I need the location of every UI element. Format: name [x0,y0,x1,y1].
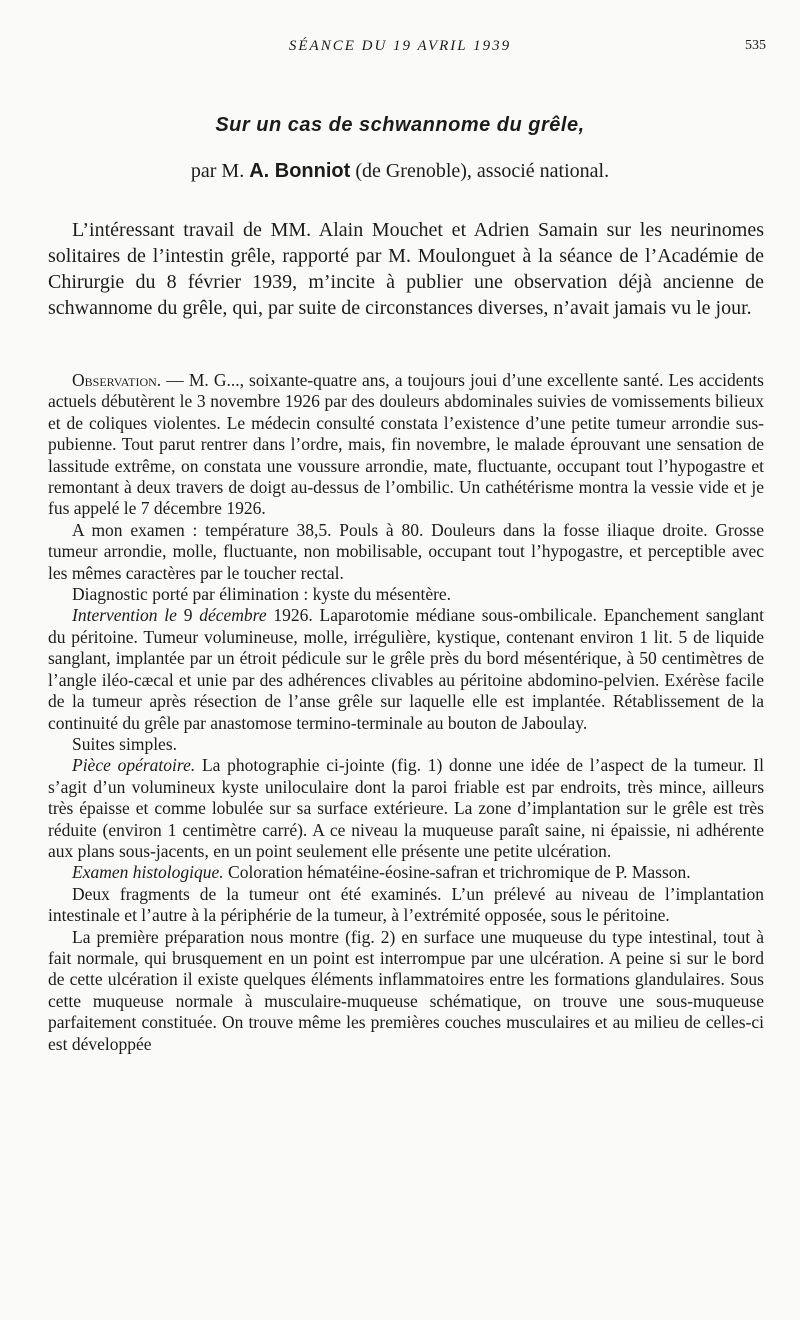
byline-prefix: par M. [190,160,245,182]
histology-paragraph [48,862,764,883]
byline-suffix: (de Grenoble), associé national. [355,160,610,182]
author-name: A. Bonniot [249,160,351,182]
piece-text: La photographie ci-jointe (fig. 1) donne une idée de l’aspect de la tumeur. Il s’agit d’un volumineux kyste uniloculaire dont la paroi friable est par endroits, très mince, ailleurs très épaisse et comme lobulée sur sa surface extérieure. La zone d’implantation sur le grêle est très réduite (environ 1 centimètre carré). A ce niveau la muqueuse paraît saine, ni épaissie, ni adhérente aux plans sous-jacents, en un point seulement elle présente une petite ulcération. [48,755,764,861]
article-body [48,370,764,1055]
byline [0,160,800,183]
observation-label: Observation. [72,370,162,390]
fragments-paragraph: Deux fragments de la tumeur ont été examinés. L’un prélevé au niveau de l’implantation intestinale et l’autre à la périphérie de la tumeur, à l’extrémité opposée, sous le péritoine. [48,883,764,926]
histology-text: Coloration hématéine-éosine-safran et trichromique de P. Masson. [223,862,691,883]
article-title: Sur un cas de schwannome du grêle, [215,114,585,136]
suites-paragraph: Suites simples. [72,733,178,754]
intervention-label: Intervention le [72,605,177,626]
histology-label: Examen histologique. [72,862,224,883]
piece-label: Pièce opératoire. [72,755,196,776]
intro-paragraph: L’intéressant travail de MM. Alain Mouchet et Adrien Samain sur les neurinomes solitaires de l’intestin grêle, rapporté par M. Moulonguet à la séance de l’Académie de Chirurgie du 8 février 1939, m’incite à publier une observation déjà ancienne de schwannome du grêle, qui, par suite de circonstances diverses, n’avait jamais vu le jour. [48,219,764,319]
diagnosis-paragraph: Diagnostic porté par élimination : kyste du mésentère. [72,584,452,605]
observation-paragraph [48,370,764,520]
observation-text: — M. G..., soixante-quatre ans, a toujours joui d’une excellente santé. Les accidents actuels débutèrent le 3 novembre 1926 par des douleurs abdominales suivies de vomissements bilieux et de coliques violentes. Le médecin consulté constata l’existence d’une petite tumeur arrondie sus-pubienne. Tout parut rentrer dans l’ordre, mais, fin novembre, le malade éprouvant une sensation de lassitude extrême, on constata une voussure arrondie, mate, fluctuante, occupant tout l’hypogastre et remontant à deux travers de doigt au-dessus de l’ombilic. Un cathétérisme montra la vessie vide et je fus appelé le 7 décembre 1926. [48,370,764,519]
piece-paragraph [48,755,764,862]
intervention-day: 9 [176,605,200,626]
page-number: 535 [745,38,766,53]
intervention-text: 1926. Laparotomie médiane sous-ombilicale. Epanchement sanglant du péritoine. Tumeur volumineuse, molle, irrégulière, kystique, contenant environ 1 lit. 5 de liquide sanglant, implantée par un étroit pédicule sur le grêle près du bord mésentérique, à 50 centimètres de l’angle iléo-cæcal et unie par des adhérences clivables au péritoine abdomino-pelvien. Exérèse facile de la tumeur après résection de l’anse grêle sur laquelle elle est implantée. Rétablissement de la continuité du grêle par anastomose termino-terminale au bouton de Jaboulay. [48,605,765,733]
first-prep-paragraph: La première préparation nous montre (fig. 2) en surface une muqueuse du type intestinal, tout à fait normale, qui brusquement en un point est interrompue par une ulcération. A peine si sur le bord de cette ulcération il existe quelques éléments inflammatoires entre les formations glandulaires. Sous cette muqueuse normale à musculaire-muqueuse schématique, on trouve une sous-muqueuse parfaitement constituée. On trouve même les premières couches musculaires et au milieu de celles-ci est développée [48,926,764,1054]
intervention-paragraph [48,605,764,733]
intervention-month: décembre [199,605,267,626]
running-head [0,38,800,58]
running-title: SÉANCE DU 19 AVRIL 1939 [288,38,512,54]
exam-paragraph: A mon examen : température 38,5. Pouls à 80. Douleurs dans la fosse iliaque droite. Grosse tumeur arrondie, molle, fluctuante, non mobilisable, occupant tout l’hypogastre, et perceptible avec les mêmes caractères par le toucher rectal. [48,519,764,583]
